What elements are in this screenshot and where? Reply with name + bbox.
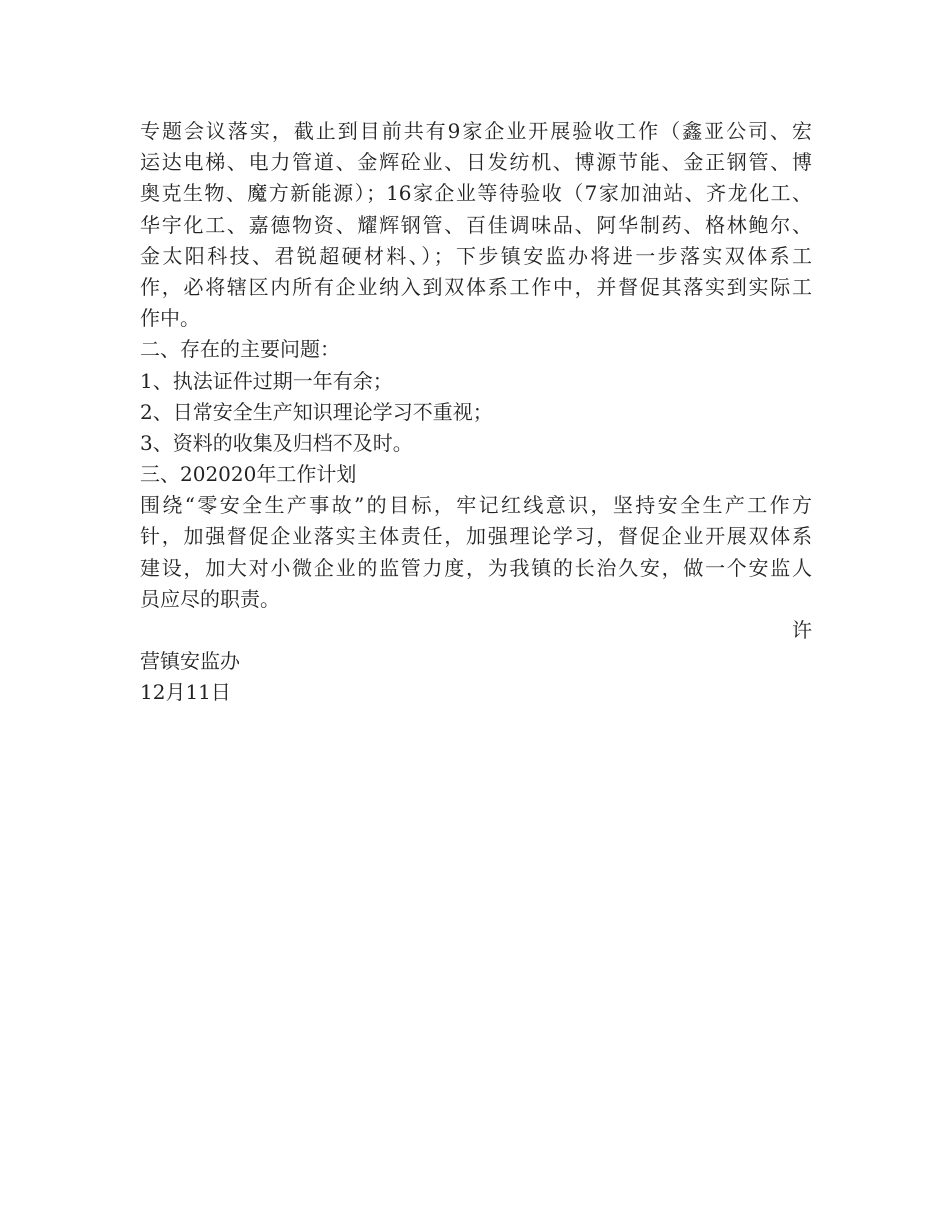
paragraph-line: 奥克生物、魔方新能源）；16家企业等待验收（7家加油站、齐龙化工、 xyxy=(140,181,812,206)
plan-line: 建设，加大对小微企业的监管力度，为我镇的长治久安，做一个安监人 xyxy=(140,555,812,580)
section-heading-plan: 三、202020年工作计划 xyxy=(140,462,357,487)
problem-item: 3、资料的收集及归档不及时。 xyxy=(140,430,413,455)
plan-line: 针，加强督促企业落实主体责任，加强理论学习，督促企业开展双体系 xyxy=(140,524,812,549)
signature-office: 营镇安监办 xyxy=(140,649,240,674)
paragraph-line: 作，必将辖区内所有企业纳入到双体系工作中，并督促其落实到实际工 xyxy=(140,274,812,299)
plan-line: 员应尽的职责。 xyxy=(140,586,280,611)
section-heading-problems: 二、存在的主要问题： xyxy=(140,337,340,362)
paragraph-line: 华宇化工、嘉德物资、耀辉钢管、百佳调味品、阿华制药、格林鲍尔、 xyxy=(140,212,812,237)
problem-item: 2、日常安全生产知识理论学习不重视； xyxy=(140,399,493,424)
document-date: 12月11日 xyxy=(140,680,231,705)
paragraph-line: 运达电梯、电力管道、金辉砼业、日发纺机、博源节能、金正钢管、博 xyxy=(140,150,812,175)
problem-item: 1、执法证件过期一年有余； xyxy=(140,368,393,393)
signature-first-char: 许 xyxy=(792,618,812,642)
paragraph-line: 金太阳科技、君锐超硬材料、）；下步镇安监办将进一步落实双体系工 xyxy=(140,243,812,268)
paragraph-line: 专题会议落实，截止到目前共有9家企业开展验收工作（鑫亚公司、宏 xyxy=(140,119,812,143)
document-body xyxy=(140,116,812,709)
paragraph-line: 作中。 xyxy=(140,306,200,331)
plan-line: 围绕“零安全生产事故”的目标，牢记红线意识，坚持安全生产工作方 xyxy=(140,493,812,518)
